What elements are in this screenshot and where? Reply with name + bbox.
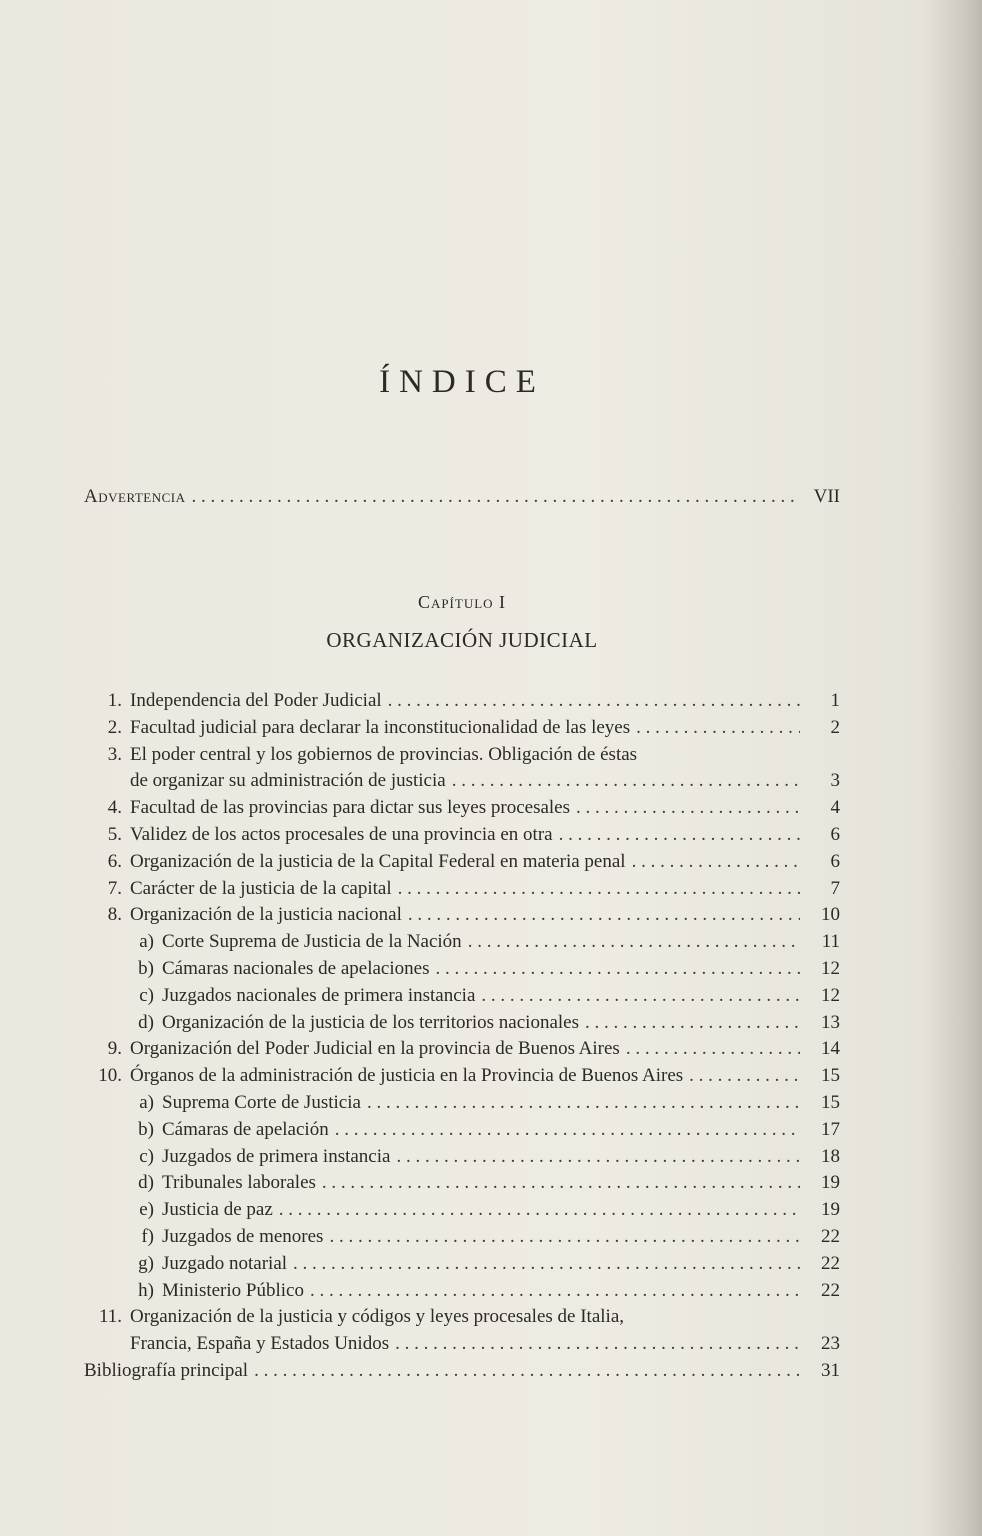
leader-dots bbox=[468, 929, 800, 955]
page-title: ÍNDICE bbox=[379, 364, 545, 400]
entry-number: c) bbox=[139, 1145, 154, 1167]
leader-dots bbox=[254, 1358, 800, 1384]
entry-text: Organización de la justicia de los territorios nacionales bbox=[162, 1011, 579, 1033]
toc-entry bbox=[84, 929, 840, 955]
entry-number: 8. bbox=[107, 904, 122, 926]
entry-text: Juzgados nacionales de primera instancia bbox=[162, 984, 476, 1006]
leader-dots bbox=[335, 1117, 800, 1143]
entry-number: 6. bbox=[107, 850, 122, 872]
entry-text: Ministerio Público bbox=[162, 1279, 304, 1301]
toc-entry bbox=[84, 715, 840, 741]
page-number: 7 bbox=[830, 877, 840, 899]
entry-text: Organización de la justicia nacional bbox=[130, 904, 402, 926]
leader-dots bbox=[585, 1010, 800, 1036]
page-number: 15 bbox=[821, 1092, 840, 1113]
page-number: 12 bbox=[821, 984, 840, 1006]
chapter-title: ORGANIZACIÓN JUDICIAL bbox=[326, 628, 598, 652]
toc-entry bbox=[84, 1036, 840, 1062]
page-number: 22 bbox=[821, 1252, 840, 1274]
toc-entry bbox=[84, 742, 840, 768]
entry-text: Cámaras de apelación bbox=[162, 1118, 329, 1140]
entry-text: Independencia del Poder Judicial bbox=[130, 690, 382, 711]
page-number: 11 bbox=[821, 931, 840, 953]
entry-number: 7. bbox=[107, 877, 122, 899]
page-number: VII bbox=[813, 486, 840, 507]
entry-number: h) bbox=[138, 1279, 154, 1301]
entry-text: Corte Suprema de Justicia de la Nación bbox=[162, 931, 462, 953]
entry-text: Organización del Poder Judicial en la provincia de Buenos Aires bbox=[130, 1038, 620, 1060]
toc-entry bbox=[84, 849, 840, 875]
toc-entry bbox=[84, 1197, 840, 1223]
leader-dots bbox=[408, 902, 800, 928]
entry-number: a) bbox=[139, 1092, 154, 1113]
page-number: 31 bbox=[821, 1360, 840, 1381]
page-number: 14 bbox=[821, 1038, 840, 1060]
toc-entry bbox=[84, 983, 840, 1009]
entry-number: 5. bbox=[107, 824, 122, 845]
leader-dots bbox=[329, 1224, 800, 1250]
page-number: 6 bbox=[830, 824, 840, 845]
entry-number: e) bbox=[139, 1199, 154, 1221]
entry-text: Carácter de la justicia de la capital bbox=[130, 877, 392, 899]
entry-text: Justicia de paz bbox=[162, 1199, 273, 1221]
entry-number: d) bbox=[138, 1011, 154, 1033]
toc-entry bbox=[84, 1010, 840, 1036]
page-number: 15 bbox=[821, 1065, 840, 1087]
toc-entry bbox=[84, 1170, 840, 1196]
toc-entry bbox=[84, 876, 840, 902]
leader-dots bbox=[632, 849, 800, 875]
entry-text: Facultad judicial para declarar la inconstitucionalidad de las leyes bbox=[130, 716, 631, 738]
leader-dots bbox=[293, 1251, 800, 1277]
leader-dots bbox=[192, 484, 795, 510]
page-number: 10 bbox=[821, 904, 840, 926]
leader-dots bbox=[576, 795, 800, 821]
page-number: 12 bbox=[821, 958, 840, 979]
leader-dots bbox=[398, 876, 800, 902]
entry-number: f) bbox=[141, 1226, 154, 1247]
entry-number: 3. bbox=[107, 743, 122, 765]
entry-text: de organizar su administración de justicia bbox=[130, 770, 446, 792]
leader-dots bbox=[636, 715, 800, 741]
page-number: 19 bbox=[821, 1172, 840, 1194]
leader-dots bbox=[396, 1144, 800, 1170]
page-number: 23 bbox=[821, 1333, 840, 1355]
entry-text: Organización de la justicia y códigos y leyes procesales de Italia, bbox=[130, 1306, 624, 1328]
toc-entry bbox=[84, 1251, 840, 1277]
entry-text: Validez de los actos procesales de una provincia en otra bbox=[130, 824, 553, 845]
leader-dots bbox=[435, 956, 800, 982]
toc-entry bbox=[84, 768, 840, 794]
toc-entry bbox=[84, 822, 840, 848]
leader-dots bbox=[279, 1197, 800, 1223]
toc-entry bbox=[84, 1117, 840, 1143]
page-number: 6 bbox=[830, 850, 840, 872]
toc-entry bbox=[84, 1358, 840, 1384]
leader-dots bbox=[395, 1331, 800, 1357]
page-number: 19 bbox=[821, 1199, 840, 1221]
leader-dots bbox=[452, 768, 800, 794]
toc-entry bbox=[84, 902, 840, 928]
entry-text: Juzgados de menores bbox=[162, 1226, 324, 1247]
entry-number: 11. bbox=[98, 1306, 122, 1328]
page-number: 2 bbox=[830, 716, 840, 738]
advertencia-label: Advertencia bbox=[84, 486, 186, 507]
toc-entry bbox=[84, 1144, 840, 1170]
entry-text: Francia, España y Estados Unidos bbox=[130, 1333, 390, 1355]
toc-entry bbox=[84, 688, 840, 714]
page-number: 17 bbox=[821, 1118, 840, 1140]
toc-entry bbox=[84, 956, 840, 982]
entry-text: Cámaras nacionales de apelaciones bbox=[162, 958, 430, 979]
toc-entry bbox=[84, 1063, 840, 1089]
page-number: 18 bbox=[821, 1145, 840, 1167]
page-number: 13 bbox=[821, 1011, 840, 1033]
leader-dots bbox=[388, 688, 800, 714]
leader-dots bbox=[689, 1063, 800, 1089]
entry-text: Tribunales laborales bbox=[162, 1172, 316, 1194]
entry-number: d) bbox=[138, 1172, 154, 1194]
entry-number: 2. bbox=[107, 716, 122, 738]
leader-dots bbox=[322, 1170, 800, 1196]
entry-text: El poder central y los gobiernos de provincias. Obligación de éstas bbox=[130, 743, 638, 765]
entry-text: Suprema Corte de Justicia bbox=[162, 1092, 361, 1113]
leader-dots bbox=[367, 1090, 800, 1116]
toc-entry-advertencia bbox=[84, 484, 840, 510]
page-number: 3 bbox=[830, 770, 840, 792]
leader-dots bbox=[310, 1278, 800, 1304]
entry-number: 1. bbox=[107, 690, 122, 711]
toc-entry bbox=[84, 1331, 840, 1357]
entry-number: a) bbox=[139, 931, 154, 953]
entry-text: Juzgado notarial bbox=[162, 1252, 288, 1274]
page-number: 22 bbox=[821, 1226, 840, 1247]
entry-number: 10. bbox=[98, 1065, 122, 1087]
entry-text: Organización de la justicia de la Capital Federal en materia penal bbox=[130, 850, 626, 872]
page-number: 4 bbox=[830, 797, 840, 819]
entry-text: Facultad de las provincias para dictar sus leyes procesales bbox=[130, 797, 571, 819]
leader-dots bbox=[626, 1036, 800, 1062]
toc-entry bbox=[84, 1090, 840, 1116]
toc-entry bbox=[84, 1224, 840, 1250]
entry-text: Juzgados de primera instancia bbox=[162, 1145, 391, 1167]
entry-text: Órganos de la administración de justicia en la Provincia de Buenos Aires bbox=[130, 1065, 684, 1087]
entry-text: Bibliografía principal bbox=[84, 1360, 249, 1381]
toc-entry bbox=[84, 1278, 840, 1304]
toc-entry bbox=[84, 795, 840, 821]
entry-number: 4. bbox=[107, 797, 122, 819]
page-number: 1 bbox=[830, 690, 840, 711]
leader-dots bbox=[559, 822, 800, 848]
toc-entry bbox=[84, 1304, 840, 1330]
page-number: 22 bbox=[821, 1279, 840, 1301]
entry-number: b) bbox=[138, 1118, 154, 1140]
entry-number: g) bbox=[138, 1252, 154, 1274]
entry-number: b) bbox=[138, 958, 154, 979]
entry-number: 9. bbox=[107, 1038, 122, 1060]
entry-number: c) bbox=[139, 984, 154, 1006]
chapter-label: Capítulo I bbox=[417, 592, 507, 612]
leader-dots bbox=[481, 983, 800, 1009]
